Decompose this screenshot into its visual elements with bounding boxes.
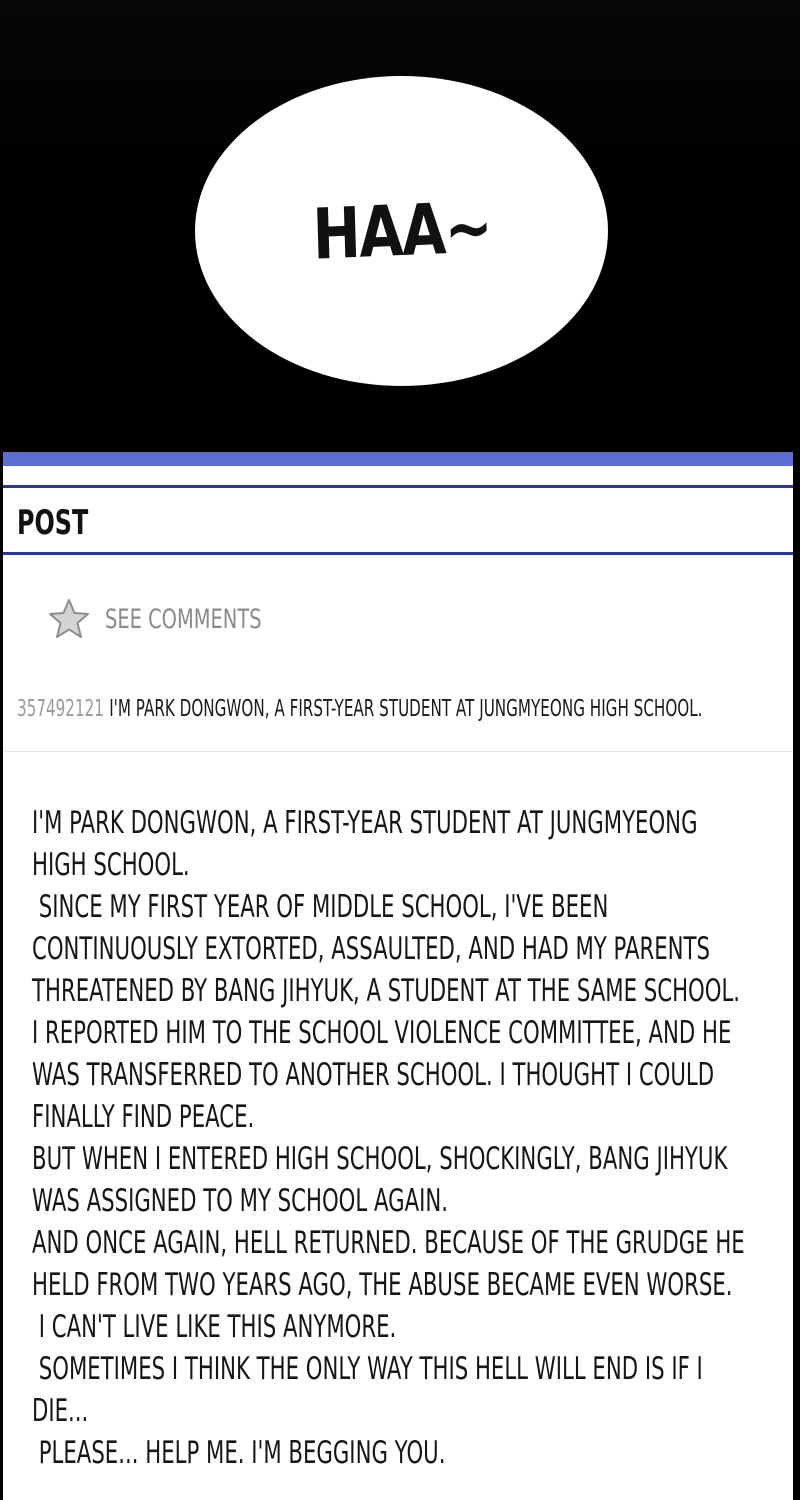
post-body-line: SOMETIMES I THINK THE ONLY WAY THIS HELL WILL END IS IF I — [32, 1351, 703, 1387]
post-window — [3, 452, 793, 1500]
post-id: 357492121 — [17, 696, 104, 722]
post-body-line: HELD FROM TWO YEARS AGO, THE ABUSE BECAME EVEN WORSE. — [32, 1267, 733, 1303]
post-body-line: THREATENED BY BANG JIHYUK, A STUDENT AT THE SAME SCHOOL. — [32, 973, 741, 1009]
post-body-line: FINALLY FIND PEACE. — [32, 1099, 255, 1135]
see-comments-label[interactable]: SEE COMMENTS — [105, 603, 262, 635]
speech-bubble — [195, 76, 608, 386]
post-body-line: I REPORTED HIM TO THE SCHOOL VIOLENCE COMMITTEE, AND HE — [32, 1015, 732, 1051]
post-body-line: BUT WHEN I ENTERED HIGH SCHOOL, SHOCKINGLY, BANG JIHYUK — [32, 1141, 728, 1177]
page-title: POST — [17, 503, 89, 543]
post-body-line: HIGH SCHOOL. — [32, 847, 190, 883]
post-body — [32, 802, 772, 1474]
post-title: I'M PARK DONGWON, A FIRST-YEAR STUDENT AT JUNGMYEONG HIGH SCHOOL. — [109, 696, 703, 722]
post-body-line: SINCE MY FIRST YEAR OF MIDDLE SCHOOL, I'VE BEEN — [32, 889, 609, 925]
top-accent-bar — [3, 452, 793, 466]
post-title-row — [17, 696, 703, 722]
post-body-line: PLEASE... HELP ME. I'M BEGGING YOU. — [32, 1435, 446, 1471]
post-body-line: DIE... — [32, 1393, 89, 1429]
star-icon[interactable] — [47, 597, 91, 641]
post-body-line: I CAN'T LIVE LIKE THIS ANYMORE. — [32, 1309, 397, 1345]
comic-panel — [0, 0, 800, 452]
post-body-line: AND ONCE AGAIN, HELL RETURNED. BECAUSE OF THE GRUDGE HE — [32, 1225, 745, 1261]
post-header — [3, 485, 793, 555]
post-body-line: WAS ASSIGNED TO MY SCHOOL AGAIN. — [32, 1183, 448, 1219]
post-body-line: CONTINUOUSLY EXTORTED, ASSAULTED, AND HAD MY PARENTS — [32, 931, 711, 967]
post-body-line: I'M PARK DONGWON, A FIRST-YEAR STUDENT AT JUNGMYEONG — [32, 805, 698, 841]
speech-text: HAA~ — [311, 186, 492, 276]
divider — [3, 751, 793, 752]
see-comments-button[interactable] — [47, 597, 322, 641]
post-body-line: WAS TRANSFERRED TO ANOTHER SCHOOL. I THOUGHT I COULD — [32, 1057, 715, 1093]
